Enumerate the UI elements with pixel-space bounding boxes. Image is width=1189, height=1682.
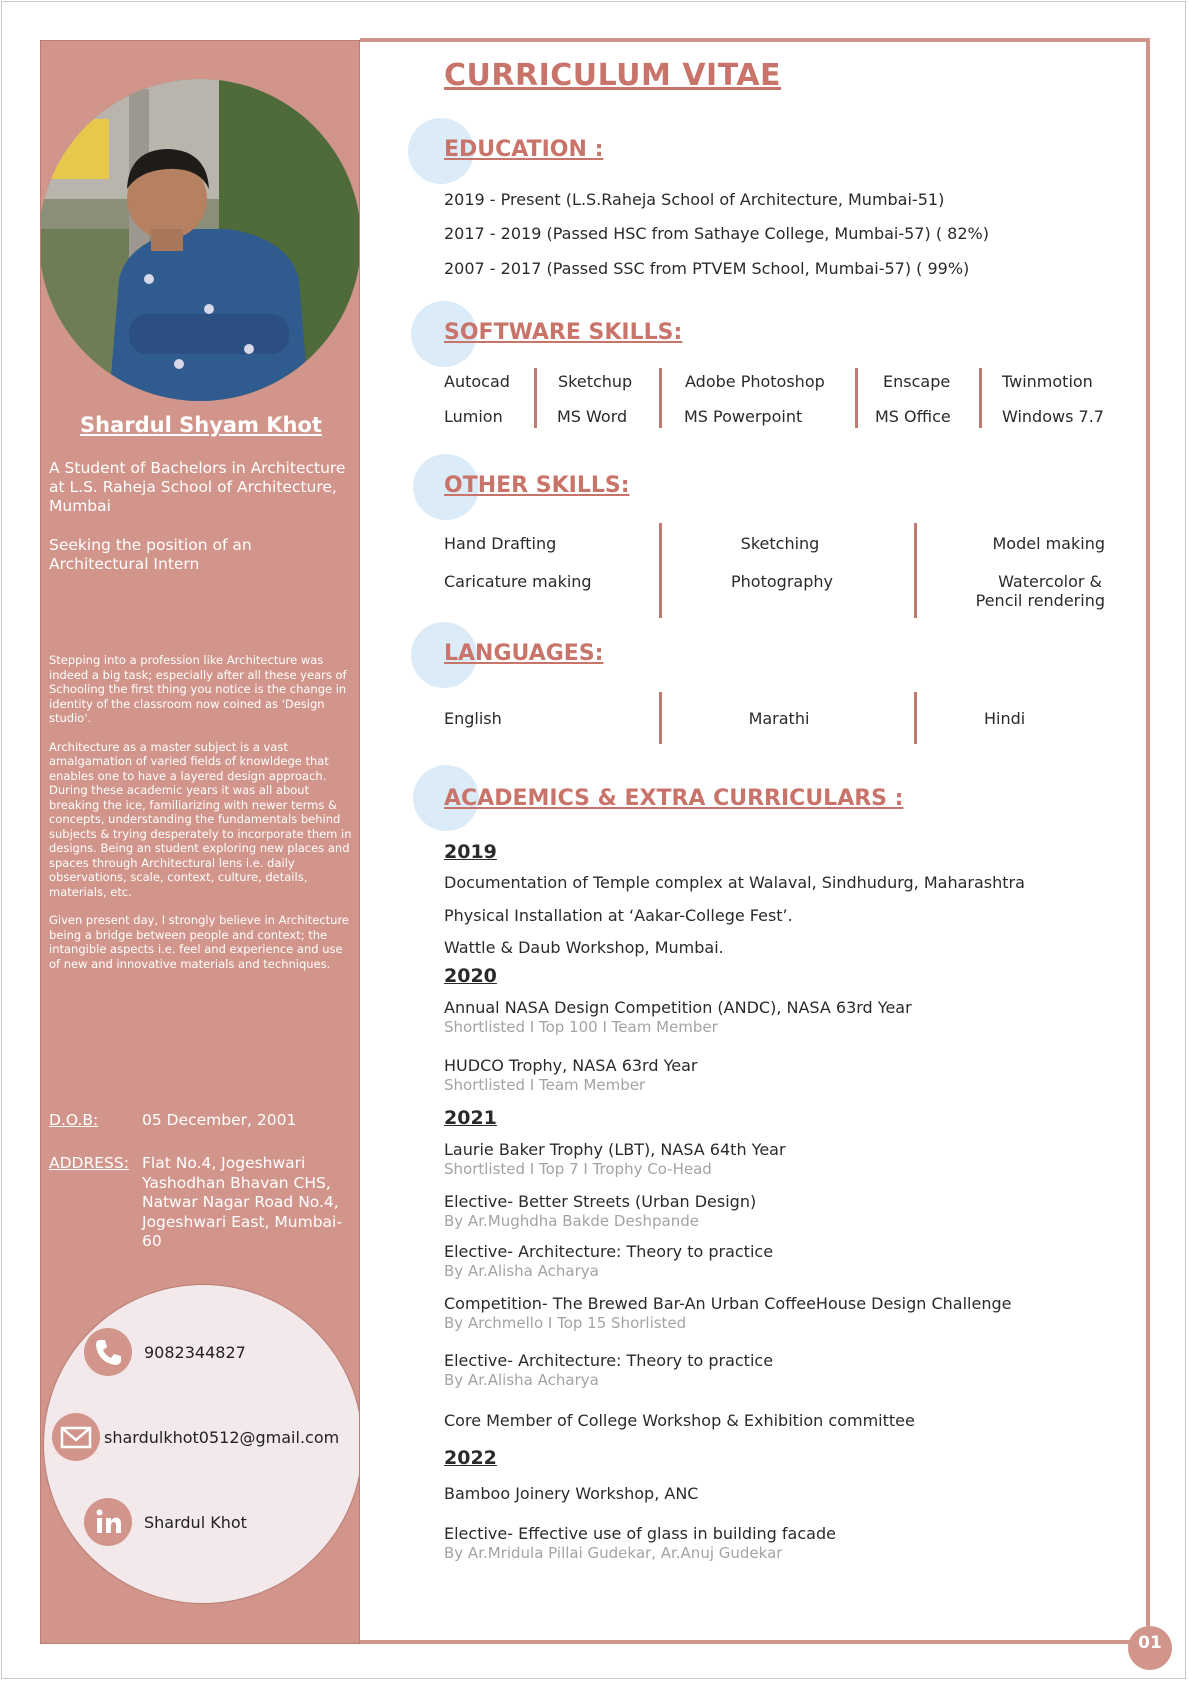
- dob-row: [49, 1111, 359, 1131]
- about-paragraph-2: Architecture as a master subject is a vast amalgamation of varied fields of knowldege that enables one to have a layered design approach. During these academic years it was all about breaking the ice, familiarizing with newer terms & concepts, understanding the fundamentals behind subjects & trying desperately to incorporate them in designs. Being an student exploring new places and spaces through Architectural lens i.e. daily observations, scale, context, culture, details, materials, etc.: [49, 739, 352, 899]
- linkedin-name[interactable]: Shardul Khot: [144, 1513, 247, 1532]
- academic-item: Bamboo Joinery Workshop, ANC: [444, 1484, 699, 1503]
- about-paragraph-1: Stepping into a profession like Architecture was indeed a big task; especially after all these years of Schooling the first thing you notice is the change in identity of the classroom now coined as 'Design studio'.: [49, 653, 347, 725]
- other-skill-item: Caricature making: [444, 572, 592, 591]
- other-skill-item: Hand Drafting: [444, 534, 557, 553]
- other-skill-item: Pencil rendering: [975, 591, 1105, 610]
- academic-item-detail: Shortlisted I Top 7 I Trophy Co-Head: [444, 1160, 712, 1178]
- linkedin-icon: [84, 1498, 132, 1546]
- about-paragraph-3: Given present day, I strongly believe in Architecture being a bridge between people and context; the intangible aspects i.e. feel and experience and use of new and innovative materials and techniques.: [49, 913, 349, 971]
- academic-item: Documentation of Temple complex at Walaval, Sindhudurg, Maharashtra: [444, 873, 1025, 892]
- software-item: Enscape: [883, 372, 951, 391]
- cv-title: CURRICULUM VITAE: [444, 58, 782, 93]
- other-skill-item: Sketching: [740, 534, 820, 553]
- sidebar: [40, 40, 360, 1644]
- academic-item: Laurie Baker Trophy (LBT), NASA 64th Year: [444, 1140, 786, 1159]
- languages-heading: LANGUAGES:: [444, 641, 604, 666]
- year-2019: 2019: [444, 841, 497, 863]
- academic-item: Elective- Effective use of glass in building facade: [444, 1524, 836, 1543]
- intro-objective: Seeking the position of an Architectural Intern: [49, 536, 252, 573]
- academic-item-detail: By Archmello I Top 15 Shorlisted: [444, 1314, 687, 1332]
- software-item: MS Powerpoint: [684, 407, 803, 426]
- address-row: [49, 1154, 359, 1252]
- academic-item-detail: By Ar.Mughdha Bakde Deshpande: [444, 1212, 699, 1230]
- dob-label: D.O.B:: [49, 1111, 99, 1129]
- address-value: Flat No.4, Jogeshwari Yashodhan Bhavan CHS, Natwar Nagar Road No.4, Jogeshwari East, Mumbai-60: [142, 1154, 342, 1250]
- portrait-illustration: [40, 79, 360, 401]
- academic-item: Wattle & Daub Workshop, Mumbai.: [444, 938, 724, 957]
- divider: [534, 368, 537, 428]
- software-item: Adobe Photoshop: [685, 372, 825, 391]
- academic-item-detail: By Ar.Alisha Acharya: [444, 1371, 599, 1389]
- about-text: [49, 653, 354, 985]
- software-item: Sketchup: [558, 372, 633, 391]
- academic-item-detail: Shortlisted I Team Member: [444, 1076, 646, 1094]
- software-item: MS Office: [875, 407, 951, 426]
- phone-icon: [84, 1328, 132, 1376]
- divider: [659, 523, 662, 618]
- academic-item: Elective- Architecture: Theory to practice: [444, 1242, 774, 1261]
- intro-student: A Student of Bachelors in Architecture at L.S. Raheja School of Architecture, Mumbai: [49, 459, 346, 515]
- academic-item-detail: By Ar.Mridula Pillai Gudekar, Ar.Anuj Gudekar: [444, 1544, 783, 1562]
- other-skill-item: Watercolor &: [998, 572, 1102, 591]
- academics-heading: ACADEMICS & EXTRA CURRICULARS :: [444, 786, 904, 811]
- other-skills-heading: OTHER SKILLS:: [444, 473, 630, 498]
- academic-item: Elective- Better Streets (Urban Design): [444, 1192, 757, 1211]
- academic-item: Competition- The Brewed Bar-An Urban CoffeeHouse Design Challenge: [444, 1294, 1012, 1313]
- education-item: 2019 - Present (L.S.Raheja School of Architecture, Mumbai-51): [444, 190, 945, 209]
- academic-item-detail: By Ar.Alisha Acharya: [444, 1262, 599, 1280]
- education-item: 2017 - 2019 (Passed HSC from Sathaye College, Mumbai-57) ( 82%): [444, 224, 989, 243]
- academic-item: HUDCO Trophy, NASA 63rd Year: [444, 1056, 698, 1075]
- academic-item: Elective- Architecture: Theory to practice: [444, 1351, 774, 1370]
- language-item: English: [444, 709, 502, 728]
- software-item: MS Word: [557, 407, 628, 426]
- divider: [914, 523, 917, 618]
- language-item: Hindi: [984, 709, 1026, 728]
- divider: [914, 692, 917, 744]
- page-number: 01: [1128, 1626, 1172, 1670]
- academic-item: Annual NASA Design Competition (ANDC), NASA 63rd Year: [444, 998, 912, 1017]
- software-item: Lumion: [444, 407, 503, 426]
- year-2020: 2020: [444, 965, 497, 987]
- software-item: Autocad: [444, 372, 510, 391]
- mail-icon: [52, 1413, 100, 1461]
- divider: [659, 692, 662, 744]
- year-2022: 2022: [444, 1447, 497, 1469]
- academic-item-detail: Shortlisted I Top 100 I Team Member: [444, 1018, 718, 1036]
- education-item: 2007 - 2017 (Passed SSC from PTVEM School, Mumbai-57) ( 99%): [444, 259, 970, 278]
- academic-item: Physical Installation at ‘Aakar-College Fest’.: [444, 906, 793, 925]
- divider: [659, 368, 662, 428]
- profile-photo: [40, 79, 360, 401]
- dob-value: 05 December, 2001: [142, 1111, 297, 1129]
- software-item: Windows 7.7: [1002, 407, 1104, 426]
- candidate-name: Shardul Shyam Khot: [80, 413, 322, 437]
- language-item: Marathi: [748, 709, 810, 728]
- education-heading: EDUCATION :: [444, 137, 604, 162]
- other-skill-item: Model making: [992, 534, 1105, 553]
- contact-circle: [43, 1284, 360, 1604]
- software-item: Twinmotion: [1002, 372, 1093, 391]
- email-address[interactable]: shardulkhot0512@gmail.com: [104, 1428, 340, 1447]
- address-label: ADDRESS:: [49, 1154, 129, 1172]
- software-heading: SOFTWARE SKILLS:: [444, 320, 683, 345]
- phone-number[interactable]: 9082344827: [144, 1343, 246, 1362]
- year-2021: 2021: [444, 1107, 497, 1129]
- academic-item: Core Member of College Workshop & Exhibition committee: [444, 1411, 915, 1430]
- other-skill-item: Photography: [731, 572, 833, 591]
- divider: [979, 368, 982, 428]
- divider: [855, 368, 858, 428]
